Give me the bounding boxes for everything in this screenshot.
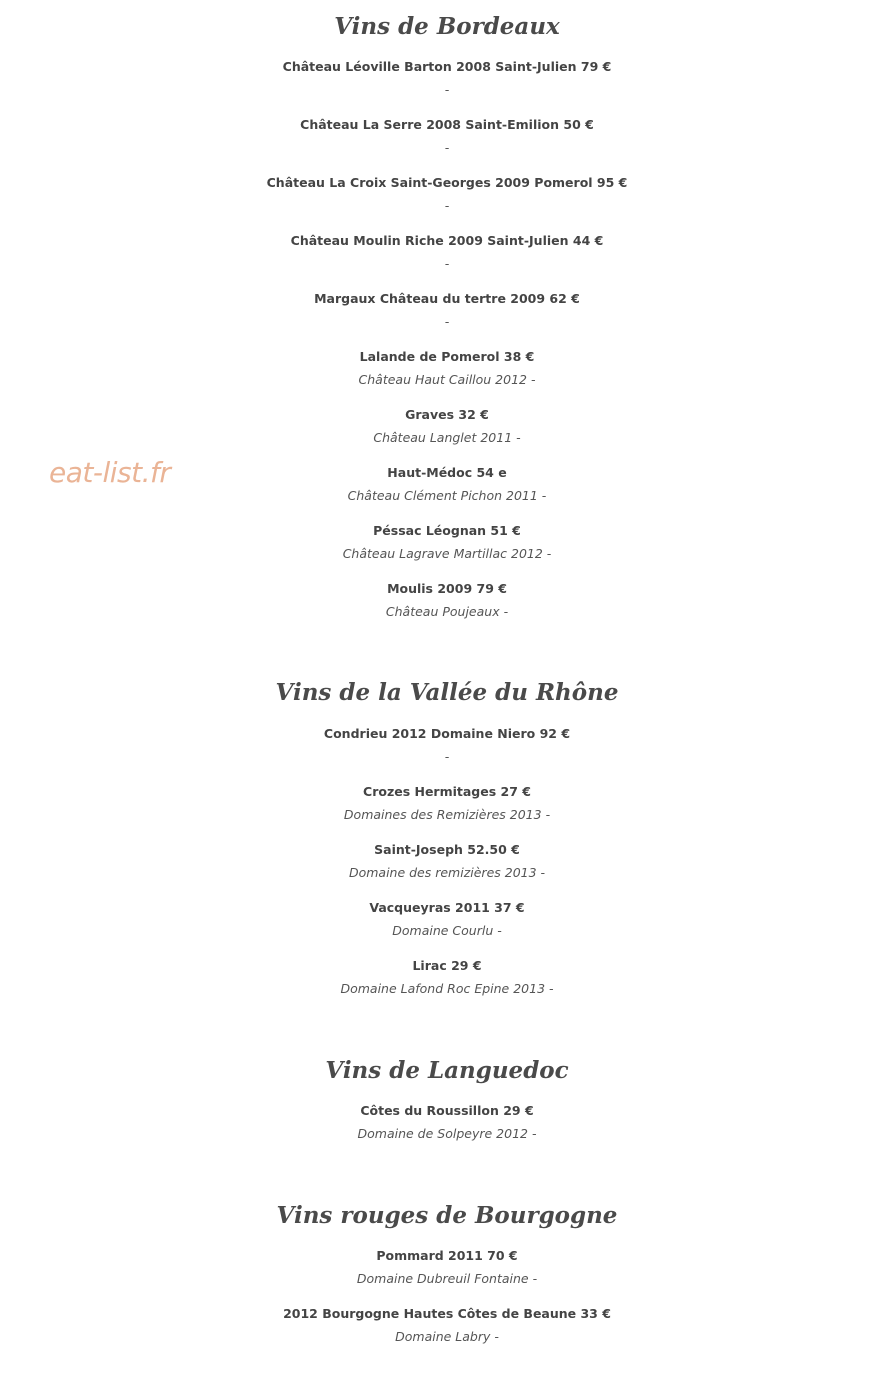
wine-detail: Château Clément Pichon 2011 - (347, 488, 547, 503)
wine-detail: Domaine Labry - (395, 1329, 499, 1344)
wine-detail: - (444, 749, 450, 764)
wine-name: Vacqueyras 2011 37 € (369, 900, 525, 915)
wine-name: Margaux Château du tertre 2009 62 € (314, 291, 580, 306)
wine-name: Graves 32 € (405, 407, 489, 422)
section-title-languedoc: Vins de Languedoc (325, 1057, 569, 1084)
wine-detail: Château Langlet 2011 - (373, 430, 521, 445)
wine-name: Condrieu 2012 Domaine Niero 92 € (323, 726, 571, 741)
wine-name: Lalande de Pomerol 38 € (359, 349, 535, 364)
wine-name: Lirac 29 € (412, 958, 482, 973)
wine-detail: - (444, 256, 450, 271)
wine-name: Haut-Médoc 54 e (387, 465, 507, 480)
wine-detail: Château Poujeaux - (385, 604, 509, 619)
wine-name: Saint-Joseph 52.50 € (374, 842, 520, 857)
section-title-rhone: Vins de la Vallée du Rhône (275, 679, 619, 706)
wine-detail: Domaine de Solpeyre 2012 - (357, 1126, 537, 1141)
wine-detail: Domaine Courlu - (392, 923, 502, 938)
section-title-bordeaux: Vins de Bordeaux (334, 13, 560, 40)
watermark-logo: eat-list.fr (49, 456, 171, 489)
wine-detail: Château Haut Caillou 2012 - (358, 372, 536, 387)
wine-name: Pommard 2011 70 € (376, 1248, 518, 1263)
wine-detail: Domaine Dubreuil Fontaine - (356, 1271, 538, 1286)
wine-name: 2012 Bourgogne Hautes Côtes de Beaune 33 € (283, 1306, 611, 1321)
section-title-bourgogne: Vins rouges de Bourgogne (276, 1202, 618, 1229)
wine-name: Moulis 2009 79 € (387, 581, 507, 596)
wine-name: Crozes Hermitages 27 € (363, 784, 531, 799)
wine-detail: - (444, 140, 450, 155)
wine-name: Côtes du Roussillon 29 € (360, 1103, 534, 1118)
wine-detail: Domaines des Remizières 2013 - (343, 807, 551, 822)
wine-detail: Château Lagrave Martillac 2012 - (342, 546, 552, 561)
wine-detail: Domaine Lafond Roc Epine 2013 - (340, 981, 554, 996)
wine-detail: - (444, 198, 450, 213)
wine-detail: - (444, 82, 450, 97)
wine-detail: - (444, 314, 450, 329)
wine-name: Péssac Léognan 51 € (373, 523, 521, 538)
wine-detail: Domaine des remizières 2013 - (348, 865, 546, 880)
wine-name: Château La Serre 2008 Saint-Emilion 50 € (300, 117, 594, 132)
wine-name: Château Léoville Barton 2008 Saint-Julien 79 € (282, 59, 612, 74)
wine-name: Château La Croix Saint-Georges 2009 Pomerol 95 € (266, 175, 628, 190)
wine-name: Château Moulin Riche 2009 Saint-Julien 44 € (290, 233, 604, 248)
